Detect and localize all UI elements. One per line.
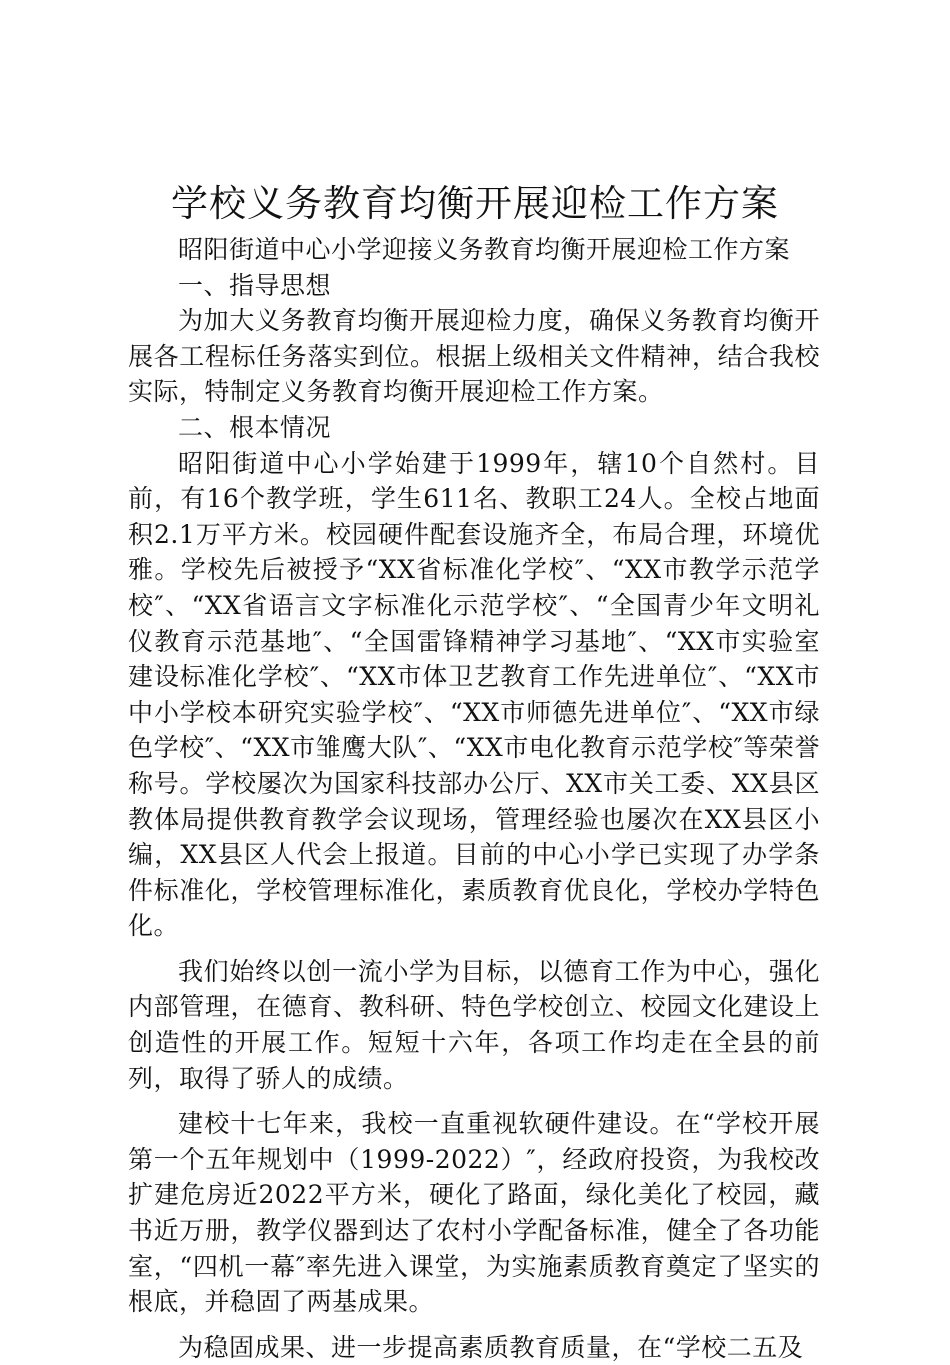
basic-situation-paragraph: 昭阳街道中心小学始建于1999年，辖10个自然村。目前，有16个教学班，学生611名、教职工24人。全校占地面积2.1万平方米。校园硬件配套设施齐全，布局合理，环境优雅。学校先后被授予“XX省标准化学校″、“XX市教学示范学校″、“XX省语言文字标准化示范学校″、“全国青少年文明礼仪教育示范基地″、“全国雷锋精神学习基地″、“XX市实验室建设标准化学校″、“XX市体卫艺教育工作先进单位″、“XX市中小学校本研究实验学校″、“XX市师德先进单位″、“XX市绿色学校″、“XX市雏鹰大队″、“XX市电化教育示范学校″等荣誉称号。学校屡次为国家科技部办公厅、XX市关工委、XX县区教体局提供教育教学会议现场，管理经验也屡次在XX县区小编，XX县区人代会上报道。目前的中心小学已实现了办学条件标准化，学校管理标准化，素质教育优良化，学校办学特色化。 bbox=[128, 448, 820, 941]
document-title: 学校义务教育均衡开展迎检工作方案 bbox=[171, 182, 779, 225]
section-heading-basic-situation: 二、根本情况 bbox=[178, 412, 332, 442]
consolidation-paragraph: 为稳固成果、进一步提高素质教育质量，在“学校二五及 bbox=[178, 1332, 804, 1362]
construction-paragraph: 建校十七年来，我校一直重视软硬件建设。在“学校开展第一个五年规划中（1999-2022）″，经政府投资，为我校改扩建危房近2022平方米，硬化了路面，绿化美化了校园，藏书近万册，教学仪器到达了农村小学配备标准，健全了各功能室，“四机一幕″率先进入课堂，为实施素质教育奠定了坚实的根底，并稳固了两基成果。 bbox=[128, 1109, 820, 1317]
section-heading-guiding-thought: 一、指导思想 bbox=[178, 270, 332, 300]
goals-paragraph: 我们始终以创一流小学为目标，以德育工作为中心，强化内部管理，在德育、教科研、特色学校创立、校园文化建设上创造性的开展工作。短短十六年，各项工作均走在全县的前列，取得了骄人的成绩。 bbox=[128, 956, 820, 1093]
document-body bbox=[128, 232, 820, 1365]
subtitle-paragraph: 昭阳街道中心小学迎接义务教育均衡开展迎检工作方案 bbox=[178, 235, 791, 264]
guiding-thought-paragraph: 为加大义务教育均衡开展迎检力度，确保义务教育均衡开展各工程标任务落实到位。根据上级相关文件精神，结合我校实际，特制定义务教育均衡开展迎检工作方案。 bbox=[128, 306, 820, 407]
